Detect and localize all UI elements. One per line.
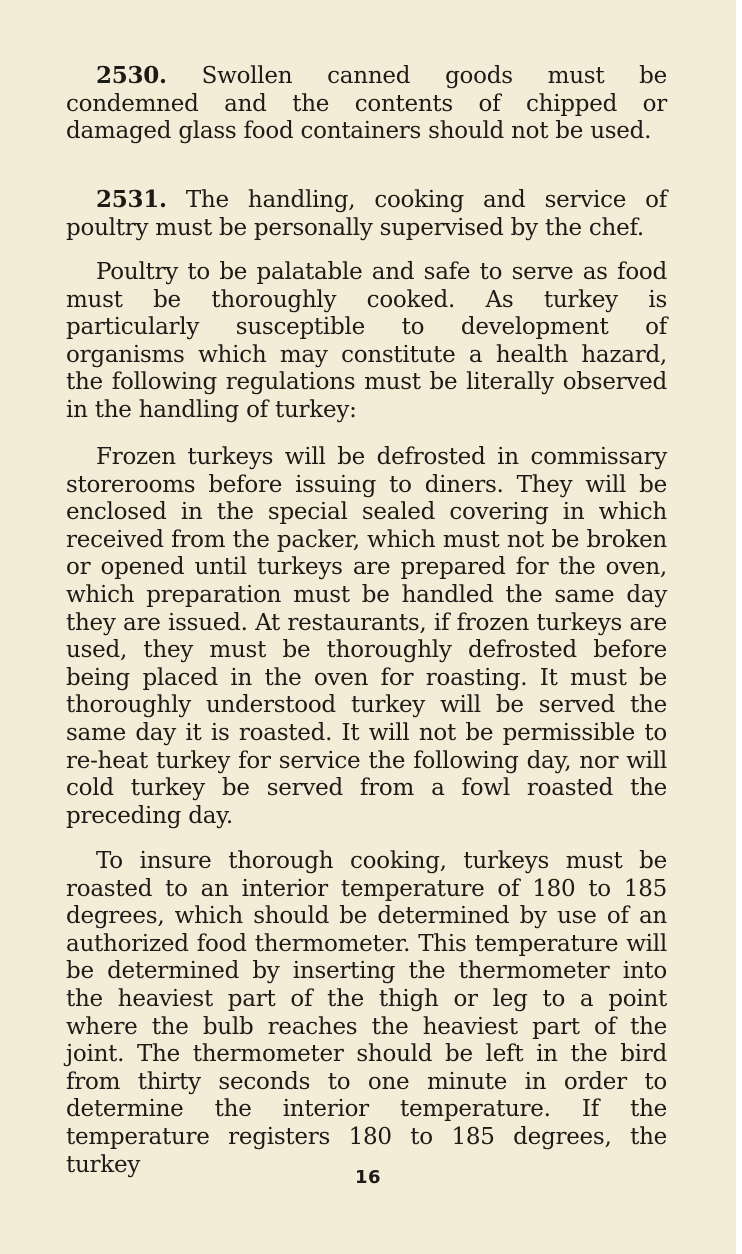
page-number: 16 (354, 1167, 382, 1188)
paragraph-frozen-turkeys-text: Frozen turkeys will be defrosted in commissary storerooms before issuing to diners. They will be enclosed in the special sealed covering in which received from the packer, which must not be broken or opened until turkeys are prepared for the oven, which preparation must be handled the same day they are issued. At restaurants, if frozen turkeys are used, they must be thoroughly defrosted before being placed in the oven for roasting. It must be thoroughly understood turkey will be served the same day it is roasted. It will not be permissible to re-heat turkey for service the following day, nor will cold turkey be served from a fowl roasted the preceding day. (66, 444, 667, 829)
paragraph-2530 (66, 62, 667, 146)
paragraph-poultry-palatable-text: Poultry to be palatable and safe to serve as food must be thoroughly cooked. As turkey is particularly susceptible to development of organisms which may constitute a health hazard, the following regulations must be literally observed in the handling of turkey: (66, 259, 667, 423)
paragraph-2531-text: The handling, cooking and service of poultry must be personally supervised by the chef. (66, 187, 667, 241)
section-number-2530: 2530. (96, 62, 167, 89)
paper-edge (736, 0, 742, 1254)
paragraph-2531 (66, 186, 667, 242)
paragraph-frozen-turkeys (66, 444, 667, 830)
paragraph-thorough-cooking-text: To insure thorough cooking, turkeys must be roasted to an interior temperature of 180 to 185 degrees, which should be determined by use of an authorized food thermometer. This temperature will be determined by inserting the thermometer into the heaviest part of the thigh or leg to a point where the bulb reaches the heaviest part of the joint. The thermometer should be left in the bird from thirty seconds to one minute in order to determine the interior temperature. If the temperature registers 180 to 185 degrees, the turkey (66, 848, 667, 1178)
paragraph-thorough-cooking (66, 848, 667, 1179)
section-number-2531: 2531. (96, 186, 167, 213)
paragraph-poultry-palatable (66, 259, 667, 425)
paragraph-2530-text: Swollen canned goods must be condemned and the contents of chipped or damaged glass food containers should not be used. (66, 63, 667, 145)
